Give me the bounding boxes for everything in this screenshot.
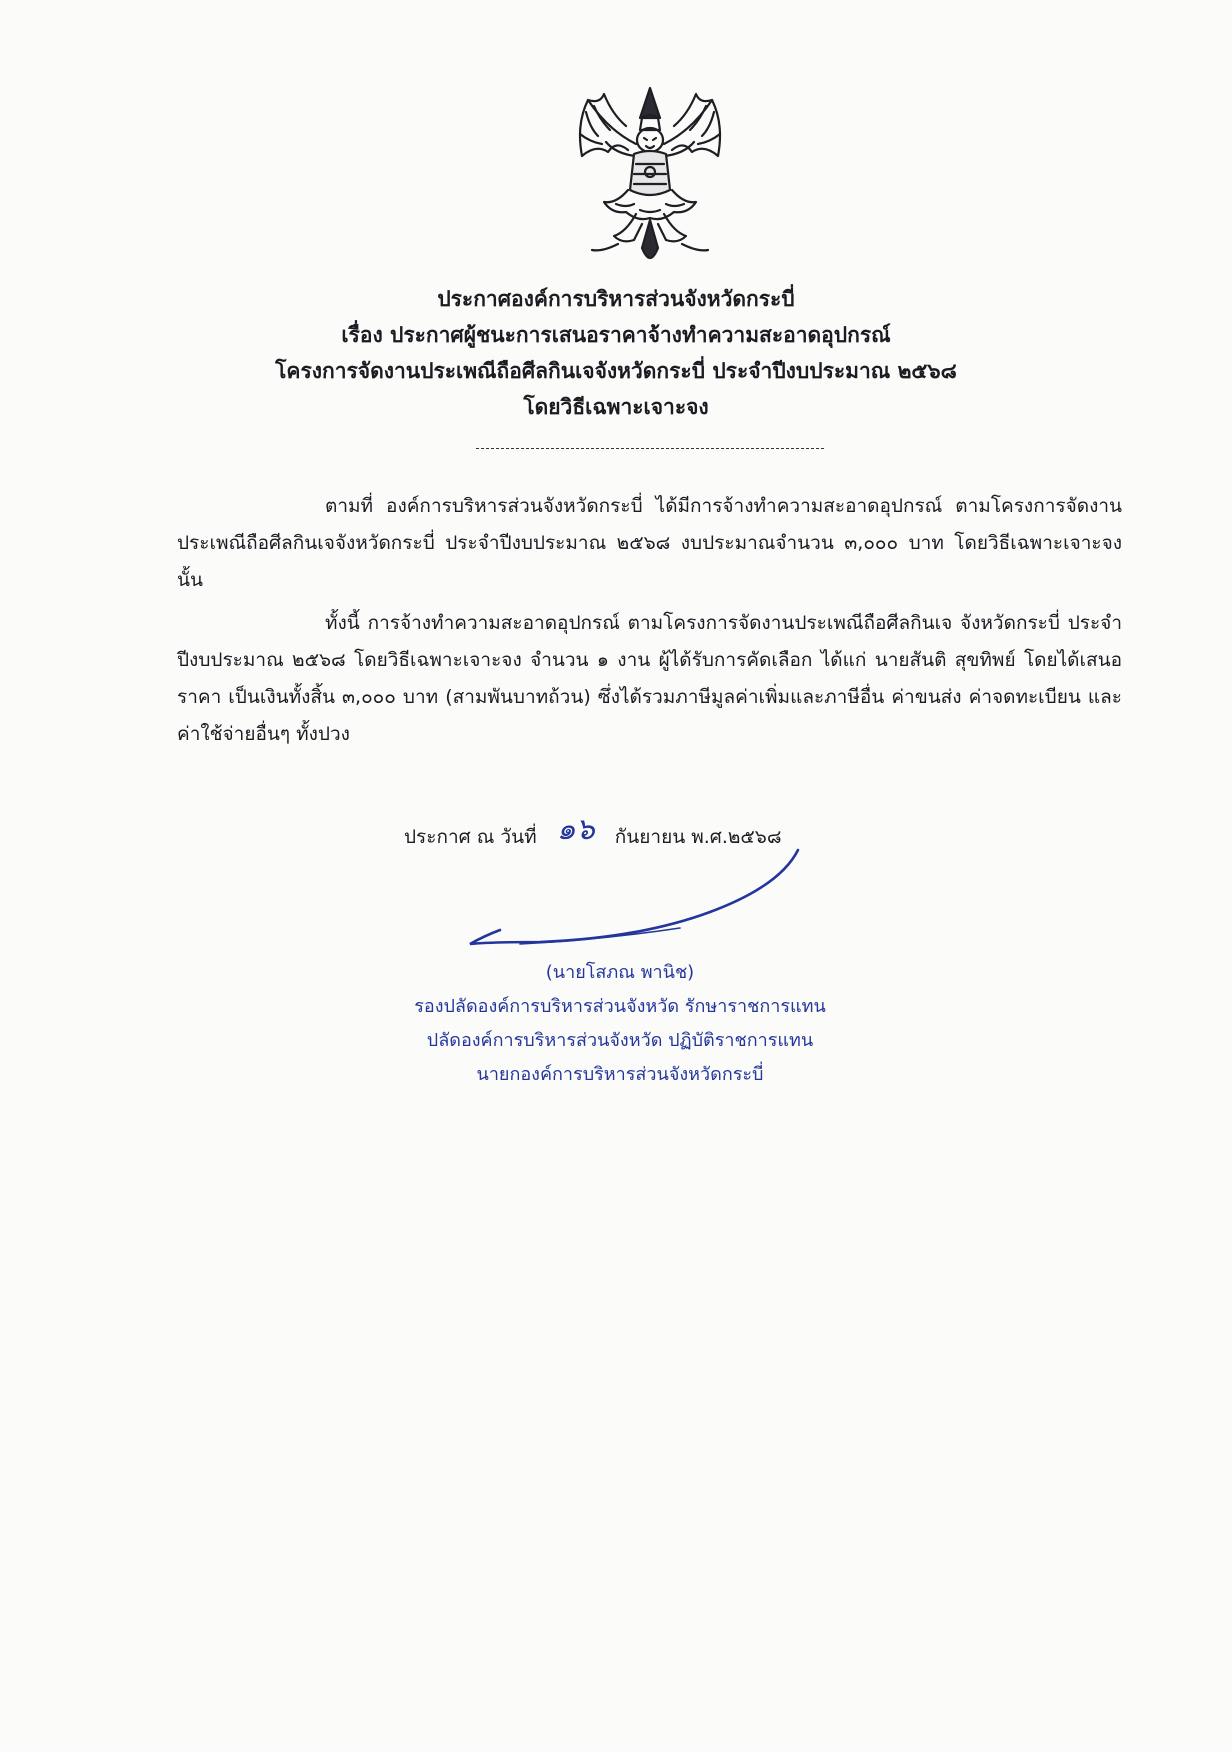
signer-position-1: รองปลัดองค์การบริหารส่วนจังหวัด รักษาราชการแทน: [414, 996, 826, 1017]
heading-line-3: โครงการจัดงานประเพณีถือศีลกินเจจังหวัดกระบี่ ประจำปีงบประมาณ ๒๕๖๘: [275, 359, 957, 383]
heading-line-2: เรื่อง ประกาศผู้ชนะการเสนอราคาจ้างทำความสะอาดอุปกรณ์: [341, 323, 891, 347]
handwritten-signature: [460, 846, 810, 956]
announcement-body: [177, 488, 1122, 759]
announcement-heading: [216, 281, 1016, 425]
divider: [476, 448, 824, 449]
signer-position-3: นายกองค์การบริหารส่วนจังหวัดกระบี่: [476, 1064, 764, 1085]
garuda-emblem-icon: [556, 84, 744, 270]
heading-line-4: โดยวิธีเฉพาะเจาะจง: [523, 395, 709, 419]
signer-block: [340, 956, 900, 1092]
date-prefix: ประกาศ ณ วันที่: [404, 826, 537, 848]
signer-name: (นายโสภณ พานิช): [545, 962, 695, 983]
heading-line-1: ประกาศองค์การบริหารส่วนจังหวัดกระบี่: [437, 287, 795, 311]
body-paragraph-1: ตามที่ องค์การบริหารส่วนจังหวัดกระบี่ ได้มีการจ้างทำความสะอาดอุปกรณ์ ตามโครงการจัดงานประเพณีถือศีลกินเจจังหวัดกระบี่ ประจำปีงบประมาณ ๒๕๖๘ งบประมาณจำนวน ๓,๐๐๐ บาท โดยวิธีเฉพาะเจาะจง นั้น: [177, 495, 1122, 591]
date-day-handwritten: ๑๖: [556, 812, 595, 847]
signer-position-2: ปลัดองค์การบริหารส่วนจังหวัด ปฏิบัติราชการแทน: [426, 1030, 814, 1051]
body-paragraph-2: ทั้งนี้ การจ้างทำความสะอาดอุปกรณ์ ตามโครงการจัดงานประเพณีถือศีลกินเจ จังหวัดกระบี่ ประจำปีงบประมาณ ๒๕๖๘ โดยวิธีเฉพาะเจาะจง จำนวน ๑ งาน ผู้ได้รับการคัดเลือก ได้แก่ นายสันติ สุขทิพย์ โดยได้เสนอราคา เป็นเงินทั้งสิ้น ๓,๐๐๐ บาท (สามพันบาทถ้วน) ซึ่งได้รวมภาษีมูลค่าเพิ่มและภาษีอื่น ค่าขนส่ง ค่าจดทะเบียน และค่าใช้จ่ายอื่นๆ ทั้งปวง: [177, 612, 1122, 745]
date-month-year: กันยายน พ.ศ.๒๕๖๘: [614, 826, 782, 848]
